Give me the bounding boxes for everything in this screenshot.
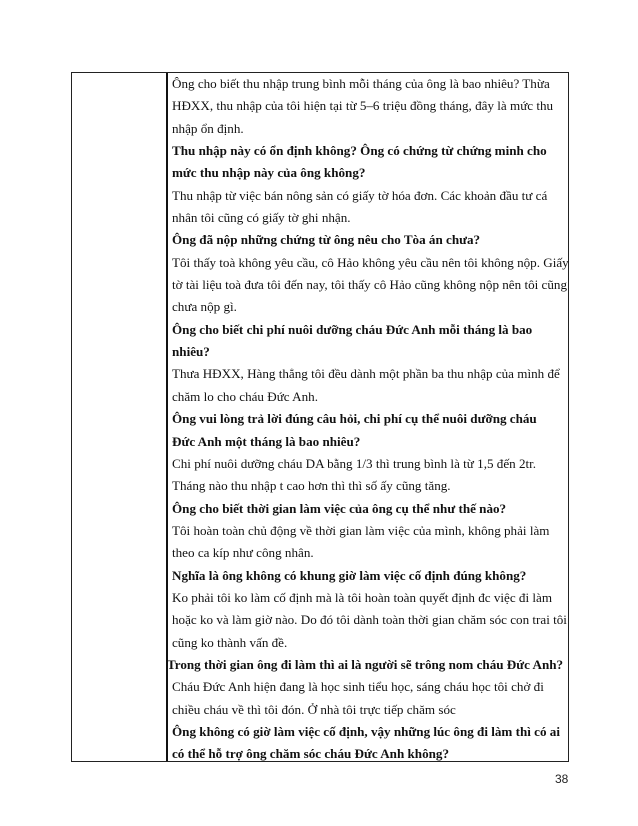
question-line: Ông đã nộp những chứng từ ông nêu cho Tòa án chưa? bbox=[172, 232, 481, 248]
question-line: có thể hỗ trợ ông chăm sóc cháu Đức Anh không? bbox=[172, 746, 450, 762]
question-line: mức thu nhập này của ông không? bbox=[172, 165, 366, 181]
answer-line: Tôi hoàn toàn chủ động về thời gian làm việc của mình, không phải làm bbox=[172, 522, 550, 538]
answer-line: Thưa HĐXX, Hàng thẳng tôi đều dành một phần ba thu nhập của mình để bbox=[172, 366, 560, 382]
question-line: Ông không có giờ làm việc cố định, vậy những lúc ông đi làm thì có ai bbox=[172, 723, 560, 739]
answer-line: Ko phải tôi ko làm cố định mà là tôi hoàn toàn quyết định đc việc đi làm bbox=[172, 589, 553, 605]
question-line: Trong thời gian ông đi làm thì ai là người sẽ trông nom cháu Đức Anh? bbox=[167, 656, 564, 672]
question-line: Nghĩa là ông không có khung giờ làm việc cố định đúng không? bbox=[172, 567, 527, 583]
question-line: Ông cho biết thời gian làm việc của ông cụ thể như thế nào? bbox=[172, 500, 507, 516]
question-line: Thu nhập này có ổn định không? Ông có chứng từ chứng minh cho bbox=[172, 143, 547, 159]
answer-line: Thu nhập từ việc bán nông sản có giấy tờ hóa đơn. Các khoản đầu tư cá bbox=[172, 187, 548, 203]
answer-line: Tháng nào thu nhập t cao hơn thì thì số ấy cũng tăng. bbox=[172, 478, 451, 494]
answer-line: hoặc ko và làm giờ nào. Do đó tôi dành toàn thời gian chăm sóc con trai tôi bbox=[172, 612, 567, 628]
transcript-content bbox=[167, 73, 569, 766]
answer-line: HĐXX, thu nhập của tôi hiện tại từ 5–6 triệu đồng tháng, đây là mức thu bbox=[172, 98, 554, 114]
answer-line: chăm lo cho cháu Đức Anh. bbox=[172, 388, 318, 404]
answer-line: theo ca kíp như công nhân. bbox=[172, 545, 314, 561]
answer-line: tờ tài liệu toà đưa tôi đến nay, tôi thấy cô Hảo cũng không nộp nên tôi cũng bbox=[172, 277, 567, 293]
answer-line: nhân tôi cũng có giấy tờ ghi nhận. bbox=[172, 210, 351, 226]
answer-line: Tôi thấy toà không yêu cầu, cô Hảo không yêu cầu nên tôi không nộp. Giấy bbox=[172, 254, 569, 270]
question-line: Ông cho biết chi phí nuôi dưỡng cháu Đức Anh mỗi tháng là bao bbox=[172, 321, 533, 337]
transcript-table bbox=[71, 72, 569, 762]
question-line: nhiêu? bbox=[172, 344, 210, 360]
answer-line: cũng ko thành vấn đề. bbox=[172, 634, 288, 650]
answer-line: Ông cho biết thu nhập trung bình mỗi tháng của ông là bao nhiêu? Thừa bbox=[172, 76, 550, 91]
question-line: Đức Anh một tháng là bao nhiêu? bbox=[172, 433, 361, 449]
answer-line: chiều cháu về thì tôi đón. Ở nhà tôi trực tiếp chăm sóc bbox=[172, 701, 456, 717]
answer-line: nhập ổn định. bbox=[172, 120, 244, 136]
page-number: 38 bbox=[555, 772, 569, 786]
question-line: Ông vui lòng trả lời đúng câu hỏi, chi phí cụ thể nuôi dưỡng cháu bbox=[172, 411, 537, 427]
answer-line: Cháu Đức Anh hiện đang là học sinh tiểu học, sáng cháu học tôi chở đi bbox=[172, 679, 544, 695]
answer-line: chưa nộp gì. bbox=[172, 299, 237, 315]
answer-line: Chi phí nuôi dưỡng cháu DA bằng 1/3 thì trung bình là từ 1,5 đến 2tr. bbox=[172, 455, 537, 471]
